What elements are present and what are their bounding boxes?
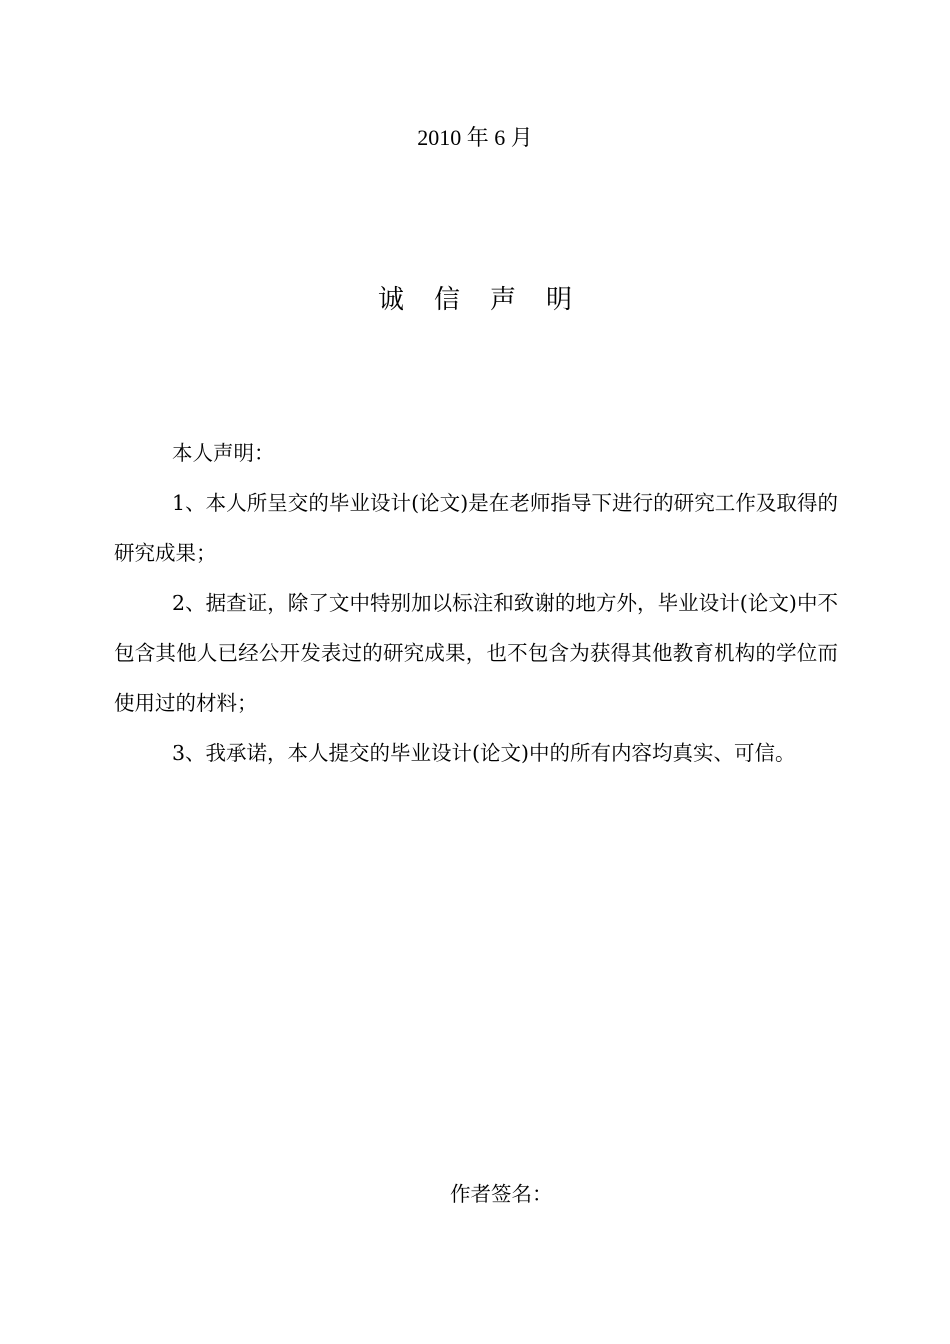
document-date: 2010 年 6 月 <box>417 125 533 150</box>
declaration-item-1: 1、本人所呈交的毕业设计(论文)是在老师指导下进行的研究工作及取得的研究成果； <box>114 491 838 565</box>
declaration-intro: 本人声明： <box>172 441 275 465</box>
author-signature-label: 作者签名： <box>450 1182 553 1206</box>
document-title: 诚信声明 <box>377 285 602 315</box>
declaration-item-3: 3、我承诺，本人提交的毕业设计(论文)中的所有内容均真实、可信。 <box>172 741 796 765</box>
declaration-item-2: 2、据查证，除了文中特别加以标注和致谢的地方外，毕业设计(论文)中不包含其他人已经公开发表过的研究成果，也不包含为获得其他教育机构的学位而使用过的材料； <box>114 591 838 715</box>
declaration-body <box>114 428 838 778</box>
